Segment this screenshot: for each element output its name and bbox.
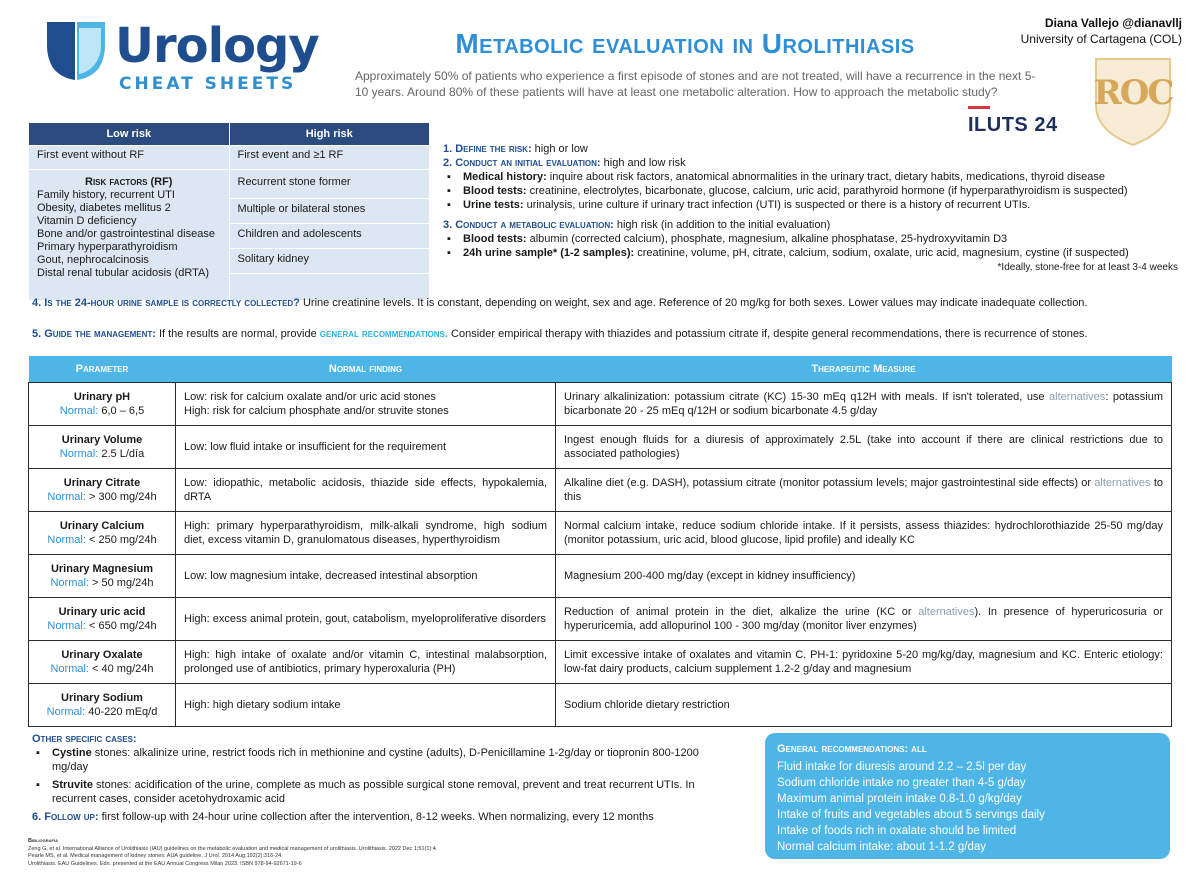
param-normal: Normal: < 250 mg/24h	[47, 534, 157, 546]
param-cell	[29, 383, 176, 426]
rf-item: Gout, nephrocalcinosis	[37, 254, 149, 266]
logo-subtitle: CHEAT SHEETS	[119, 74, 297, 94]
iluts-text: ILUTS 24	[968, 114, 1058, 136]
step-1: 1. Define the risk: high or low	[443, 143, 588, 155]
finding-cell: High: excess animal protein, gout, catabolism, myeloproliferative disorders	[176, 598, 556, 641]
param-name: Urinary pH	[73, 391, 131, 403]
parameter-table-body	[29, 383, 1172, 727]
step-3-bullet: ▪ Blood tests: albumin (corrected calcium), phosphate, magnesium, alkaline phosphatase, 25-hydroxyvitamin D3	[443, 232, 1178, 246]
finding-cell: Low: idiopathic, metabolic acidosis, thiazide side effects, hypokalemia, dRTA	[176, 469, 556, 512]
param-row	[29, 598, 1172, 641]
param-name: Urinary Calcium	[59, 520, 145, 532]
risk-table	[28, 122, 430, 301]
author-affiliation: University of Cartagena (COL)	[1020, 32, 1182, 46]
step-3-bullet: ▪ 24h urine sample* (1-2 samples): creatinine, volume, pH, citrate, calcium, sodium, oxalate, uric acid, magnesium, cystine (if suspected)	[443, 246, 1178, 260]
other-cases	[32, 732, 732, 824]
param-name: Urinary Magnesium	[50, 563, 154, 575]
measure-cell: Magnesium 200-400 mg/day (except in kidney insufficiency)	[556, 555, 1172, 598]
finding-cell: Low: low fluid intake or insufficient for the requirement	[176, 426, 556, 469]
finding-cell: High: primary hyperparathyroidism, milk-alkali syndrome, high sodium diet, excess vitamin D, granulomatous diseases, hyperthyroidism	[176, 512, 556, 555]
param-row	[29, 555, 1172, 598]
finding-cell: High: high intake of oxalate and/or vitamin C, intestinal malabsorption, prolonged use of antibiotics, primary hyperoxaluria (PH)	[176, 641, 556, 684]
param-row	[29, 641, 1172, 684]
param-name: Urinary Citrate	[63, 477, 141, 489]
author-name: Diana Vallejo @dianavllj	[1044, 16, 1182, 30]
risk-high-item: Solitary kidney	[229, 249, 430, 274]
param-normal: Normal: < 650 mg/24h	[47, 620, 157, 632]
param-cell	[29, 469, 176, 512]
param-cell	[29, 684, 176, 727]
risk-low-first: First event without RF	[29, 146, 230, 170]
risk-high-item: Multiple or bilateral stones	[229, 199, 430, 224]
rf-item: Bone and/or gastrointestinal disease	[37, 228, 215, 240]
param-cell	[29, 555, 176, 598]
param-normal: Normal: < 40 mg/24h	[50, 663, 154, 675]
step-3: 3. Conduct a metabolic evaluation: high risk (in addition to the initial evaluation)	[443, 219, 831, 231]
shield-logo-icon	[45, 20, 107, 92]
risk-high-item: First event and ≥1 RF	[229, 146, 430, 170]
general-item: Maximum animal protein intake 0.8-1.0 g/kg/day	[777, 793, 1022, 805]
step-6: 6. Follow up: first follow-up with 24-hour urine collection after the intervention, 8-12 weeks. When normalizing, every 12 months	[32, 811, 654, 823]
risk-high-item: Children and adolescents	[229, 224, 430, 249]
risk-high-item: Recurrent stone former	[229, 170, 430, 199]
param-header-parameter: Parameter	[29, 356, 176, 383]
risk-header-high: High risk	[229, 123, 430, 146]
measure-cell: Normal calcium intake, reduce sodium chloride intake. If it persists, assess thiazides: hydrochlorothiazide 25-50 mg/day (monitor potassium, uric acid, blood glucose, lipid profile) and ideally KC	[556, 512, 1172, 555]
rf-item: Family history, recurrent UTI	[37, 189, 175, 201]
author-block	[1021, 15, 1182, 47]
finding-cell: Low: low magnesium intake, decreased intestinal absorption	[176, 555, 556, 598]
urology-cheat-sheets-logo	[45, 18, 325, 98]
param-row	[29, 426, 1172, 469]
step-2-bullet: ▪ Medical history: inquire about risk factors, anatomical abnormalities in the urinary tract, dietary habits, medications, thyroid disease	[443, 170, 1178, 184]
biblio-ref: Urolithiasis. EAU Guidelines. Edn. presented at the EAU Annual Congress Milan 2023. ISBN 978-94-92671-19-6	[28, 860, 302, 867]
param-row	[29, 383, 1172, 426]
param-normal: Normal: 2.5 L/día	[59, 448, 145, 460]
general-title: General recommendations: all	[777, 743, 927, 755]
param-cell	[29, 641, 176, 684]
general-item: Normal calcium intake: about 1-1.2 g/day	[777, 841, 987, 853]
risk-header-low: Low risk	[29, 123, 230, 146]
risk-factors-cell	[29, 170, 230, 301]
param-cell	[29, 598, 176, 641]
intro-text: Approximately 50% of patients who experience a first episode of stones and are not treated, will have a recurrence in the next 5-10 years. Around 80% of these patients will have at least one metabolic alteration. How to approach the metabolic study?	[355, 69, 1036, 99]
param-name: Urinary Oxalate	[61, 649, 143, 661]
biblio-ref: Pearle MS, et al. Medical management of kidney stones: AUA guideline. J Urol. 2014 Aug;192(2):316-24.	[28, 853, 283, 859]
measure-cell: Ingest enough fluids for a diuresis of approximately 2.5L (take into account if there are clinical restrictions due to associated pathologies)	[556, 426, 1172, 469]
rf-item: Obesity, diabetes mellitus 2	[37, 202, 171, 214]
steps-1-3	[443, 142, 1178, 273]
param-cell	[29, 426, 176, 469]
measure-cell: Urinary alkalinization: potassium citrate (KC) 15-30 mEq q12H with meals. If isn't tolerated, use alternatives: potassium bicarbonate 20 - 25 mEq q/12H or sodium bicarbonate 4.5 g/day	[556, 383, 1172, 426]
general-item: Sodium chloride intake no greater than 4-5 g/day	[777, 777, 1026, 789]
other-title: Other specific cases:	[32, 733, 137, 745]
param-name: Urinary Sodium	[61, 692, 143, 704]
measure-cell: Reduction of animal protein in the diet, alkalize the urine (KC or alternatives). In presence of hyperuricosuria or hyperuricemia, add allopurinol 100 - 300 mg/day (monitor liver enzymes)	[556, 598, 1172, 641]
parameter-table	[28, 356, 1172, 727]
biblio-title: Bibliografía	[28, 838, 58, 844]
param-header-measure: Therapeutic Measure	[556, 356, 1172, 383]
finding-cell: Low: risk for calcium oxalate and/or uric acid stones High: risk for calcium phosphate and/or struvite stones	[176, 383, 556, 426]
struvite-bullet: ▪ Struvite stones: acidification of the urine, complete as much as possible surgical stone removal, prevent and treat recurrent UTIs. In recurrent cases, consider acetohydroxamic acid	[32, 778, 732, 806]
general-item: Fluid intake for diuresis around 2.2 – 2.5l per day	[777, 761, 1027, 773]
iluts-logo	[968, 106, 1068, 140]
param-normal: Normal: > 50 mg/24h	[50, 577, 154, 589]
step-2: 2. Conduct an initial evaluation: high and low risk	[443, 157, 686, 169]
iluts-red-bar	[968, 106, 990, 109]
general-item: Intake of foods rich in oxalate should be limited	[777, 825, 1017, 837]
general-recommendations-box	[765, 733, 1170, 859]
roc-logo	[1088, 55, 1178, 150]
page-title: Metabolic evaluation in Urolithiasis	[455, 28, 915, 59]
cystine-bullet: ▪ Cystine stones: alkalinize urine, restrict foods rich in methionine and cystine (adults), D-Penicillamine 1-2g/day or tiopronin 800-1200 mg/day	[32, 746, 732, 774]
param-normal: Normal: 40-220 mEq/d	[46, 706, 158, 718]
step-3-note: *Ideally, stone-free for at least 3-4 weeks	[997, 262, 1178, 273]
param-cell	[29, 512, 176, 555]
logo-word: Urology	[115, 18, 319, 74]
step-2-bullet: ▪ Urine tests: urinalysis, urine culture if urinary tract infection (UTI) is suspected or there is a history of recurrent UTIs.	[443, 198, 1178, 212]
step-4: 4. Is the 24-hour urine sample is correctly collected? Urine creatinine levels. It is constant, depending on weight, sex and age. Reference of 20 mg/kg for both sexes. Lower values may indicate inadequate collection.	[32, 297, 1088, 309]
param-row	[29, 469, 1172, 512]
param-name: Urinary Volume	[61, 434, 143, 446]
param-normal: Normal: > 300 mg/24h	[47, 491, 157, 503]
rf-item: Primary hyperparathyroidism	[37, 241, 178, 253]
param-header-finding: Normal finding	[176, 356, 556, 383]
param-row	[29, 512, 1172, 555]
rf-item: Vitamin D deficiency	[37, 215, 137, 227]
rf-item: Distal renal tubular acidosis (dRTA)	[37, 267, 209, 279]
step-5: 5. Guide the management: If the results are normal, provide general recommendations. Consider empirical therapy with thiazides and potassium citrate if, despite general recommendations, there is recurrence of stones.	[32, 328, 1088, 340]
general-item: Intake of fruits and vegetables about 5 servings daily	[777, 809, 1045, 821]
param-name: Urinary uric acid	[58, 606, 146, 618]
measure-cell: Alkaline diet (e.g. DASH), potassium citrate (monitor potassium levels; major gastrointestinal side effects) or alternatives to this	[556, 469, 1172, 512]
measure-cell: Limit excessive intake of oxalates and vitamin C. PH-1: pyridoxine 5-20 mg/kg/day, magnesium and KC. Enteric etiology: low-fat dairy products, calcium supplement 1.2-2 g/day and magnesium	[556, 641, 1172, 684]
biblio-ref: Zeng G, et al. International Alliance of Urolithiasis (IAU) guidelines on the metabolic evaluation and medical management of urolithiasis. Urolithiasis. 2022 Dec 1;51(1):4.	[28, 845, 438, 852]
param-row	[29, 684, 1172, 727]
risk-factors-title: Risk factors (RF)	[85, 176, 173, 188]
measure-cell: Sodium chloride dietary restriction	[556, 684, 1172, 727]
finding-cell: High: high dietary sodium intake	[176, 684, 556, 727]
bibliography	[28, 838, 548, 868]
roc-text: ROC	[1093, 73, 1173, 113]
param-normal: Normal: 6,0 – 6,5	[59, 405, 145, 417]
step-2-bullet: ▪ Blood tests: creatinine, electrolytes, bicarbonate, glucose, calcium, uric acid, parathyroid hormone (if hyperparathyroidism is suspected)	[443, 184, 1178, 198]
